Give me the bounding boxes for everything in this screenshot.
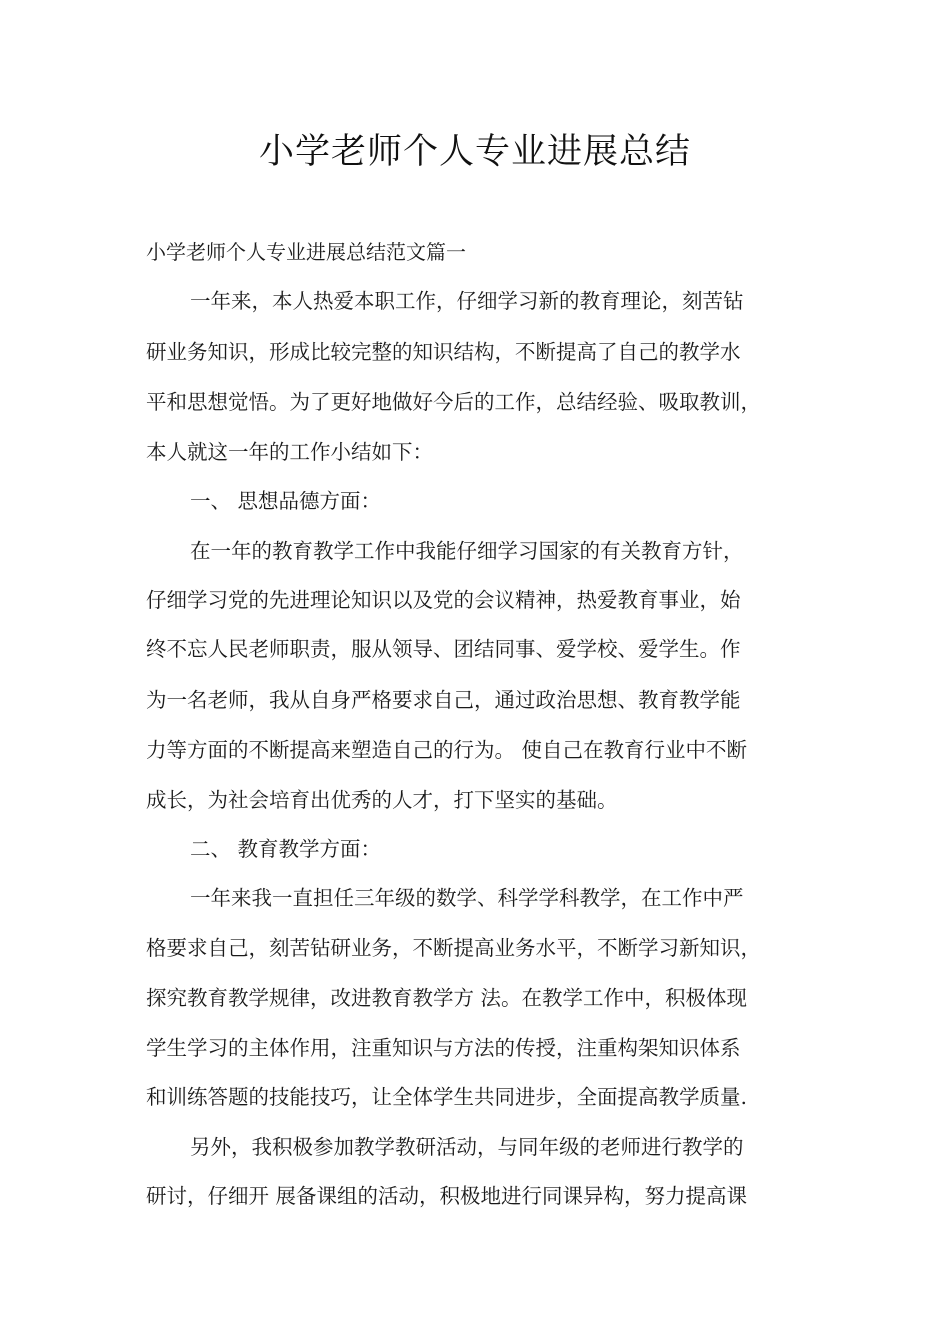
paragraph-line: 平和思想觉悟。为了更好地做好今后的工作，总结经验、吸取教训， [146,390,761,414]
section-heading: 二、 教育教学方面： [190,837,382,861]
paragraph-line: 在一年的教育教学工作中我能仔细学习国家的有关教育方针， [190,539,744,563]
document-title: 小学老师个人专业进展总结 [258,132,691,172]
paragraph-line: 学生学习的主体作用，注重知识与方法的传授，注重构架知识体系 [146,1036,741,1060]
paragraph-line: 仔细学习党的先进理论知识以及党的会议精神，热爱教育事业，始 [146,588,741,612]
paragraph-line: 格要求自己，刻苦钻研业务，不断提高业务水平，不断学习新知识， [146,936,761,960]
section-heading: 一、 思想品德方面： [190,489,382,513]
paragraph-line: 力等方面的不断提高来塑造自己的行为。 使自己在教育行业中不断 [146,738,748,762]
paragraph-line: 成长，为社会培育出优秀的人才，打下坚实的基础。 [146,788,618,812]
paragraph-line: 一年来，本人热爱本职工作，仔细学习新的教育理论，刻苦钻 [190,289,744,313]
paragraph-line: 研业务知识，形成比较完整的知识结构，不断提高了自己的教学水 [146,340,741,364]
paragraph-line: 一年来我一直担任三年级的数学、科学学科教学，在工作中严 [190,886,744,910]
paragraph-line: 和训练答题的技能技巧，让全体学生共同进步，全面提高教学质量. [146,1085,748,1109]
paragraph-line: 研讨，仔细开 展备课组的活动，积极地进行同课异构，努力提高课 [146,1184,748,1208]
document-subtitle: 小学老师个人专业进展总结范文篇一 [146,240,466,264]
paragraph-line: 另外，我积极参加教学教研活动，与同年级的老师进行教学的 [190,1135,744,1159]
paragraph-line: 终不忘人民老师职责，服从领导、团结同事、爱学校、爱学生。作 [146,637,741,661]
paragraph-line: 为一名老师，我从自身严格要求自己，通过政治思想、教育教学能 [146,688,741,712]
paragraph-line: 探究教育教学规律，改进教育教学方 法。在教学工作中，积极体现 [146,986,748,1010]
paragraph-line: 本人就这一年的工作小结如下： [146,440,433,464]
